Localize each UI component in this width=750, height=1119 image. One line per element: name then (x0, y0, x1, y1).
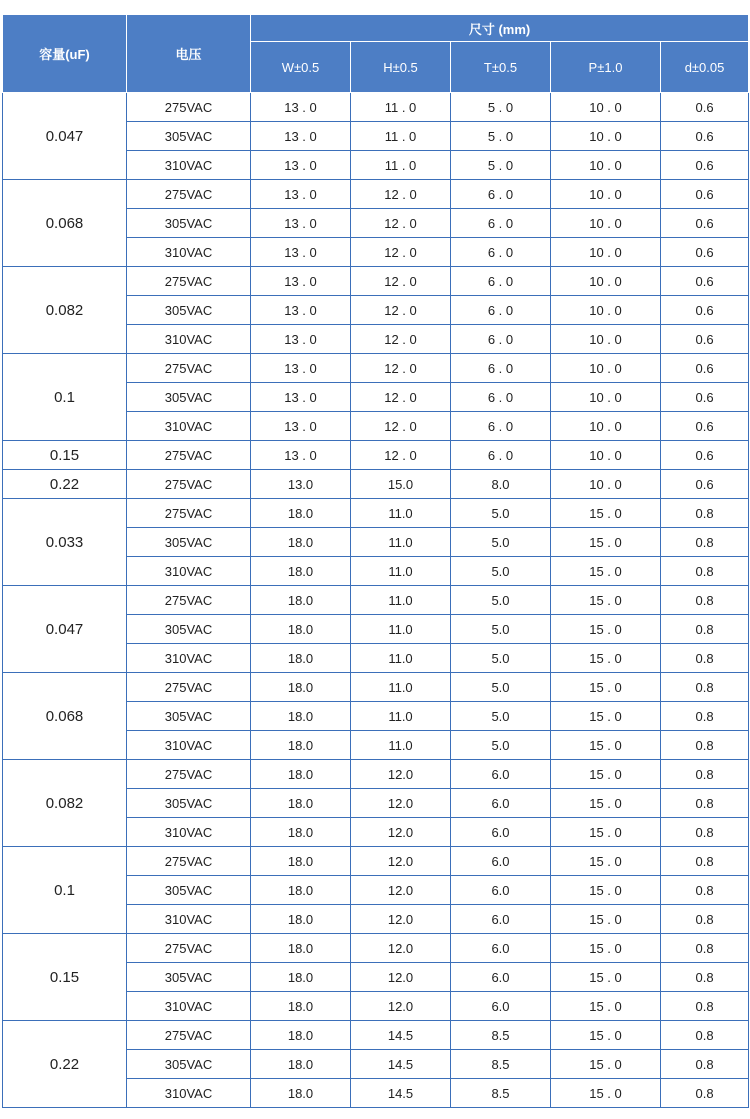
voltage-cell: 305VAC (127, 876, 251, 905)
table-row (3, 673, 749, 702)
h-cell: 11 . 0 (351, 151, 451, 180)
dimensions-header: 尺寸 (mm) (251, 15, 749, 42)
d-cell: 0.8 (661, 847, 749, 876)
w-cell: 13 . 0 (251, 151, 351, 180)
d-cell: 0.8 (661, 1021, 749, 1050)
t-cell: 6 . 0 (451, 412, 551, 441)
h-cell: 12 . 0 (351, 354, 451, 383)
capacitance-cell: 0.082 (3, 760, 127, 847)
t-cell: 6.0 (451, 760, 551, 789)
d-cell: 0.8 (661, 615, 749, 644)
p-cell: 15 . 0 (551, 1050, 661, 1079)
capacitance-cell: 0.1 (3, 354, 127, 441)
p-cell: 15 . 0 (551, 934, 661, 963)
w-cell: 18.0 (251, 760, 351, 789)
h-cell: 11.0 (351, 644, 451, 673)
d-cell: 0.8 (661, 528, 749, 557)
capacitance-header: 容量(uF) (3, 15, 127, 93)
t-cell: 6.0 (451, 876, 551, 905)
voltage-cell: 305VAC (127, 383, 251, 412)
t-cell: 6.0 (451, 963, 551, 992)
h-cell: 12.0 (351, 760, 451, 789)
w-cell: 13 . 0 (251, 180, 351, 209)
d-cell: 0.8 (661, 1079, 749, 1108)
p-cell: 10 . 0 (551, 151, 661, 180)
d-cell: 0.8 (661, 673, 749, 702)
t-cell: 6 . 0 (451, 354, 551, 383)
t-cell: 6 . 0 (451, 383, 551, 412)
h-cell: 15.0 (351, 470, 451, 499)
voltage-cell: 305VAC (127, 122, 251, 151)
p-cell: 15 . 0 (551, 818, 661, 847)
d-cell: 0.6 (661, 122, 749, 151)
t-cell: 5 . 0 (451, 93, 551, 122)
h-cell: 12 . 0 (351, 238, 451, 267)
p-cell: 15 . 0 (551, 992, 661, 1021)
h-cell: 11 . 0 (351, 122, 451, 151)
voltage-cell: 275VAC (127, 673, 251, 702)
h-cell: 11.0 (351, 528, 451, 557)
h-cell: 11.0 (351, 731, 451, 760)
t-cell: 5 . 0 (451, 122, 551, 151)
w-cell: 13.0 (251, 470, 351, 499)
d-cell: 0.8 (661, 905, 749, 934)
h-cell: 11 . 0 (351, 93, 451, 122)
d-cell: 0.6 (661, 151, 749, 180)
t-cell: 6.0 (451, 818, 551, 847)
voltage-cell: 275VAC (127, 847, 251, 876)
d-cell: 0.8 (661, 934, 749, 963)
p-cell: 15 . 0 (551, 499, 661, 528)
p-cell: 15 . 0 (551, 615, 661, 644)
p-cell: 10 . 0 (551, 122, 661, 151)
h-cell: 12 . 0 (351, 209, 451, 238)
h-cell: 14.5 (351, 1079, 451, 1108)
table-header (3, 15, 749, 93)
voltage-cell: 275VAC (127, 470, 251, 499)
d-cell: 0.8 (661, 702, 749, 731)
w-cell: 18.0 (251, 789, 351, 818)
d-cell: 0.6 (661, 180, 749, 209)
p-cell: 15 . 0 (551, 963, 661, 992)
w-cell: 13 . 0 (251, 122, 351, 151)
voltage-cell: 305VAC (127, 702, 251, 731)
p-cell: 10 . 0 (551, 354, 661, 383)
table-row (3, 93, 749, 122)
d-cell: 0.8 (661, 876, 749, 905)
h-cell: 12.0 (351, 905, 451, 934)
w-cell: 13 . 0 (251, 412, 351, 441)
h-cell: 12 . 0 (351, 325, 451, 354)
voltage-cell: 310VAC (127, 325, 251, 354)
w-cell: 18.0 (251, 1079, 351, 1108)
d-cell: 0.8 (661, 557, 749, 586)
voltage-cell: 275VAC (127, 586, 251, 615)
p-cell: 15 . 0 (551, 1079, 661, 1108)
w-cell: 18.0 (251, 992, 351, 1021)
w-cell: 13 . 0 (251, 383, 351, 412)
p-cell: 10 . 0 (551, 209, 661, 238)
col-header-d: d±0.05 (661, 42, 749, 93)
h-cell: 11.0 (351, 673, 451, 702)
voltage-cell: 310VAC (127, 238, 251, 267)
w-cell: 18.0 (251, 499, 351, 528)
t-cell: 6 . 0 (451, 441, 551, 470)
w-cell: 18.0 (251, 1050, 351, 1079)
voltage-cell: 275VAC (127, 499, 251, 528)
p-cell: 10 . 0 (551, 441, 661, 470)
capacitance-cell: 0.082 (3, 267, 127, 354)
table-row (3, 934, 749, 963)
t-cell: 5.0 (451, 673, 551, 702)
h-cell: 11.0 (351, 557, 451, 586)
d-cell: 0.8 (661, 499, 749, 528)
capacitance-cell: 0.047 (3, 586, 127, 673)
table-row (3, 847, 749, 876)
w-cell: 13 . 0 (251, 296, 351, 325)
capacitance-cell: 0.22 (3, 470, 127, 499)
voltage-cell: 310VAC (127, 644, 251, 673)
d-cell: 0.8 (661, 731, 749, 760)
spec-table-container (2, 14, 748, 1108)
d-cell: 0.8 (661, 963, 749, 992)
w-cell: 18.0 (251, 528, 351, 557)
t-cell: 8.5 (451, 1079, 551, 1108)
p-cell: 10 . 0 (551, 93, 661, 122)
w-cell: 13 . 0 (251, 267, 351, 296)
table-row (3, 760, 749, 789)
w-cell: 13 . 0 (251, 238, 351, 267)
d-cell: 0.6 (661, 267, 749, 296)
t-cell: 8.5 (451, 1050, 551, 1079)
p-cell: 15 . 0 (551, 847, 661, 876)
t-cell: 5.0 (451, 644, 551, 673)
h-cell: 12 . 0 (351, 267, 451, 296)
capacitance-cell: 0.22 (3, 1021, 127, 1108)
p-cell: 15 . 0 (551, 1021, 661, 1050)
table-body (3, 93, 749, 1108)
h-cell: 12.0 (351, 963, 451, 992)
d-cell: 0.6 (661, 209, 749, 238)
voltage-cell: 305VAC (127, 209, 251, 238)
h-cell: 11.0 (351, 702, 451, 731)
p-cell: 10 . 0 (551, 470, 661, 499)
t-cell: 5.0 (451, 702, 551, 731)
h-cell: 12.0 (351, 789, 451, 818)
table-row (3, 354, 749, 383)
voltage-cell: 310VAC (127, 905, 251, 934)
w-cell: 13 . 0 (251, 441, 351, 470)
h-cell: 11.0 (351, 615, 451, 644)
w-cell: 13 . 0 (251, 354, 351, 383)
p-cell: 10 . 0 (551, 383, 661, 412)
voltage-cell: 305VAC (127, 789, 251, 818)
col-header-t: T±0.5 (451, 42, 551, 93)
w-cell: 18.0 (251, 847, 351, 876)
t-cell: 5.0 (451, 528, 551, 557)
w-cell: 18.0 (251, 934, 351, 963)
p-cell: 10 . 0 (551, 238, 661, 267)
w-cell: 18.0 (251, 905, 351, 934)
voltage-cell: 305VAC (127, 963, 251, 992)
w-cell: 13 . 0 (251, 325, 351, 354)
d-cell: 0.8 (661, 1050, 749, 1079)
t-cell: 6 . 0 (451, 267, 551, 296)
p-cell: 10 . 0 (551, 180, 661, 209)
w-cell: 18.0 (251, 557, 351, 586)
p-cell: 15 . 0 (551, 789, 661, 818)
d-cell: 0.8 (661, 644, 749, 673)
p-cell: 15 . 0 (551, 731, 661, 760)
voltage-cell: 310VAC (127, 151, 251, 180)
voltage-cell: 305VAC (127, 615, 251, 644)
t-cell: 5.0 (451, 557, 551, 586)
voltage-cell: 310VAC (127, 731, 251, 760)
voltage-cell: 310VAC (127, 1079, 251, 1108)
w-cell: 18.0 (251, 615, 351, 644)
d-cell: 0.6 (661, 93, 749, 122)
h-cell: 14.5 (351, 1021, 451, 1050)
h-cell: 12.0 (351, 847, 451, 876)
capacitance-cell: 0.1 (3, 847, 127, 934)
voltage-cell: 275VAC (127, 441, 251, 470)
voltage-cell: 275VAC (127, 934, 251, 963)
h-cell: 12.0 (351, 934, 451, 963)
table-row (3, 180, 749, 209)
voltage-cell: 305VAC (127, 528, 251, 557)
p-cell: 15 . 0 (551, 586, 661, 615)
voltage-cell: 275VAC (127, 1021, 251, 1050)
d-cell: 0.6 (661, 325, 749, 354)
capacitance-cell: 0.15 (3, 934, 127, 1021)
h-cell: 12.0 (351, 876, 451, 905)
voltage-cell: 275VAC (127, 93, 251, 122)
p-cell: 15 . 0 (551, 702, 661, 731)
d-cell: 0.8 (661, 586, 749, 615)
d-cell: 0.6 (661, 296, 749, 325)
voltage-header: 电压 (127, 15, 251, 93)
w-cell: 18.0 (251, 702, 351, 731)
h-cell: 11.0 (351, 499, 451, 528)
voltage-cell: 310VAC (127, 992, 251, 1021)
t-cell: 6 . 0 (451, 296, 551, 325)
t-cell: 5 . 0 (451, 151, 551, 180)
p-cell: 15 . 0 (551, 673, 661, 702)
t-cell: 5.0 (451, 731, 551, 760)
capacitance-cell: 0.068 (3, 180, 127, 267)
t-cell: 6 . 0 (451, 180, 551, 209)
h-cell: 12.0 (351, 818, 451, 847)
h-cell: 12 . 0 (351, 412, 451, 441)
capacitance-cell: 0.15 (3, 441, 127, 470)
p-cell: 15 . 0 (551, 557, 661, 586)
col-header-h: H±0.5 (351, 42, 451, 93)
voltage-cell: 275VAC (127, 760, 251, 789)
voltage-cell: 305VAC (127, 296, 251, 325)
col-header-p: P±1.0 (551, 42, 661, 93)
t-cell: 6 . 0 (451, 209, 551, 238)
w-cell: 18.0 (251, 731, 351, 760)
h-cell: 12 . 0 (351, 296, 451, 325)
p-cell: 15 . 0 (551, 905, 661, 934)
table-row (3, 441, 749, 470)
table-row (3, 267, 749, 296)
voltage-cell: 310VAC (127, 818, 251, 847)
capacitor-spec-table (2, 14, 749, 1108)
d-cell: 0.6 (661, 470, 749, 499)
table-row (3, 499, 749, 528)
p-cell: 15 . 0 (551, 644, 661, 673)
h-cell: 11.0 (351, 586, 451, 615)
t-cell: 8.5 (451, 1021, 551, 1050)
w-cell: 18.0 (251, 963, 351, 992)
voltage-cell: 275VAC (127, 267, 251, 296)
d-cell: 0.6 (661, 441, 749, 470)
h-cell: 14.5 (351, 1050, 451, 1079)
table-row (3, 470, 749, 499)
p-cell: 15 . 0 (551, 760, 661, 789)
t-cell: 5.0 (451, 615, 551, 644)
table-row (3, 586, 749, 615)
voltage-cell: 310VAC (127, 557, 251, 586)
t-cell: 6.0 (451, 934, 551, 963)
voltage-cell: 305VAC (127, 1050, 251, 1079)
t-cell: 6.0 (451, 905, 551, 934)
capacitance-cell: 0.068 (3, 673, 127, 760)
w-cell: 18.0 (251, 876, 351, 905)
w-cell: 18.0 (251, 644, 351, 673)
h-cell: 12.0 (351, 992, 451, 1021)
voltage-cell: 275VAC (127, 354, 251, 383)
t-cell: 6.0 (451, 847, 551, 876)
t-cell: 6.0 (451, 992, 551, 1021)
w-cell: 13 . 0 (251, 93, 351, 122)
col-header-w: W±0.5 (251, 42, 351, 93)
voltage-cell: 275VAC (127, 180, 251, 209)
t-cell: 6.0 (451, 789, 551, 818)
d-cell: 0.6 (661, 383, 749, 412)
d-cell: 0.6 (661, 238, 749, 267)
p-cell: 10 . 0 (551, 267, 661, 296)
table-row (3, 1021, 749, 1050)
t-cell: 6 . 0 (451, 238, 551, 267)
t-cell: 5.0 (451, 499, 551, 528)
t-cell: 5.0 (451, 586, 551, 615)
p-cell: 10 . 0 (551, 325, 661, 354)
w-cell: 18.0 (251, 1021, 351, 1050)
capacitance-cell: 0.047 (3, 93, 127, 180)
capacitance-cell: 0.033 (3, 499, 127, 586)
d-cell: 0.6 (661, 412, 749, 441)
d-cell: 0.8 (661, 992, 749, 1021)
h-cell: 12 . 0 (351, 180, 451, 209)
w-cell: 13 . 0 (251, 209, 351, 238)
d-cell: 0.6 (661, 354, 749, 383)
t-cell: 6 . 0 (451, 325, 551, 354)
p-cell: 15 . 0 (551, 876, 661, 905)
w-cell: 18.0 (251, 586, 351, 615)
p-cell: 15 . 0 (551, 528, 661, 557)
d-cell: 0.8 (661, 760, 749, 789)
d-cell: 0.8 (661, 818, 749, 847)
p-cell: 10 . 0 (551, 412, 661, 441)
voltage-cell: 310VAC (127, 412, 251, 441)
p-cell: 10 . 0 (551, 296, 661, 325)
d-cell: 0.8 (661, 789, 749, 818)
h-cell: 12 . 0 (351, 441, 451, 470)
w-cell: 18.0 (251, 673, 351, 702)
t-cell: 8.0 (451, 470, 551, 499)
h-cell: 12 . 0 (351, 383, 451, 412)
w-cell: 18.0 (251, 818, 351, 847)
